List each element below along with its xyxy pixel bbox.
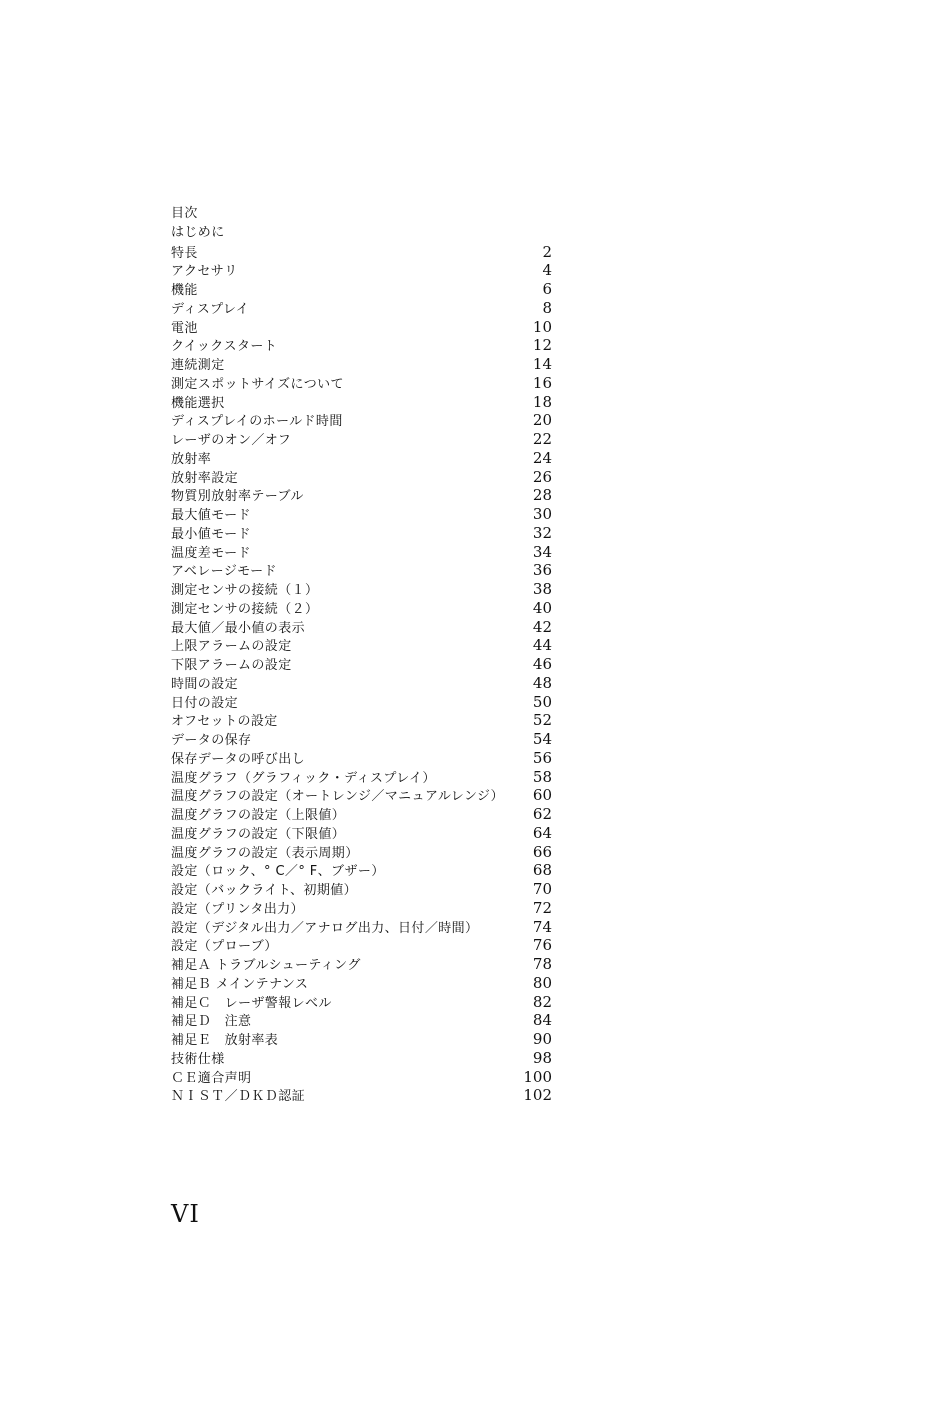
toc-entry: [171, 786, 552, 805]
toc-entry-page: 84: [532, 1011, 552, 1030]
toc-entry-title: 設定（デジタル出力／アナログ出力、日付／時間）: [171, 920, 479, 936]
toc-entry-title: 温度グラフの設定（上限値）: [171, 808, 346, 823]
toc-entry-page: 22: [532, 430, 552, 448]
toc-entry: [171, 674, 552, 693]
toc-entry: [171, 280, 552, 299]
toc-entry-page: 4: [542, 261, 552, 280]
toc-entry-page: 14: [532, 355, 552, 373]
toc-entry-page: 6: [542, 280, 552, 298]
toc-entry-page: 64: [532, 823, 552, 842]
toc-entry: [171, 861, 552, 880]
toc-entry-page: 50: [532, 692, 552, 711]
toc-heading: 目次: [171, 206, 198, 221]
toc-entry-page: 18: [532, 392, 552, 411]
toc-entry-title: 日付の設定: [171, 695, 239, 711]
toc-entry-title: 時間の設定: [171, 676, 239, 692]
toc-entry: [171, 993, 552, 1012]
toc-entry-page: 34: [532, 542, 552, 561]
toc-entry-title: レーザのオン／オフ: [171, 433, 292, 448]
toc-entry: [171, 730, 552, 749]
toc-entry: [171, 955, 552, 974]
toc-entry-title: 上限アラームの設定: [171, 639, 292, 655]
toc-entry: [171, 936, 552, 955]
toc-entry: [171, 243, 552, 262]
toc-entry-page: 16: [532, 373, 552, 392]
toc-entry-title: 電池: [171, 320, 198, 336]
toc-entry-title: 放射率: [171, 451, 212, 467]
toc-entry: [171, 843, 552, 862]
toc-entry: [171, 880, 552, 899]
toc-entry: [171, 411, 552, 430]
toc-entry-title: 補足Ｅ 放射率表: [171, 1033, 279, 1048]
toc-entry: [171, 1068, 552, 1087]
toc-entry-page: 8: [542, 298, 552, 317]
toc-entry: [171, 318, 552, 337]
toc-entry-title: 温度グラフ（グラフィック・ディスプレイ）: [171, 770, 436, 786]
toc-entry-page: 60: [532, 786, 552, 805]
toc-entry-page: 52: [532, 711, 552, 730]
toc-entry-page: 38: [532, 580, 552, 598]
toc-entry: [171, 711, 552, 730]
toc-entry-page: 74: [532, 917, 552, 936]
toc-entry-title: アクセサリ: [171, 264, 238, 280]
toc-entry-title: 機能: [171, 283, 198, 298]
toc-entry-title: 最大値モード: [171, 508, 251, 523]
toc-entry-page: 28: [532, 486, 552, 505]
toc-entry-page: 76: [532, 936, 552, 955]
toc-entry-title: ディスプレイのホールド時間: [171, 414, 343, 430]
toc-entry-title: 物質別放射率テーブル: [171, 489, 304, 505]
toc-entry: [171, 1030, 552, 1049]
toc-entry: [171, 524, 552, 543]
toc-entry: [171, 824, 552, 843]
toc-entry-title: 保存データの呼び出し: [171, 751, 306, 767]
toc-entry: [171, 355, 552, 374]
toc-entry-page: 40: [532, 598, 552, 617]
toc-entry: [171, 336, 552, 355]
toc-entry-page: 20: [532, 411, 552, 430]
toc-entry: [171, 1086, 552, 1105]
toc-entry: [171, 486, 552, 505]
toc-entry-page: 10: [532, 317, 552, 336]
toc-entry: [171, 468, 552, 487]
toc-entry-title: 補足Ｄ 注意: [171, 1014, 252, 1030]
toc-entry-title: 最大値／最小値の表示: [171, 620, 306, 636]
table-of-contents: [171, 205, 552, 1105]
toc-entry-page: 100: [523, 1067, 552, 1086]
toc-entry-title: 補足Ａ トラブルシューティング: [171, 958, 361, 973]
toc-entry: [171, 505, 552, 524]
toc-entry-title: 温度グラフの設定（オートレンジ／マニュアルレンジ）: [171, 789, 504, 805]
toc-entry-page: 70: [532, 880, 552, 898]
toc-entry-page: 54: [532, 730, 552, 748]
toc-entry-title: 機能選択: [171, 395, 225, 411]
toc-entry-page: 46: [532, 655, 552, 673]
toc-entry: [171, 899, 552, 918]
toc-entry-page: 12: [532, 336, 552, 355]
toc-entry-title: はじめに: [171, 224, 225, 240]
page-number: VI: [171, 1200, 200, 1228]
toc-entry-page: 98: [532, 1048, 552, 1067]
toc-entry-title: 設定（プリンタ出力）: [171, 901, 304, 917]
toc-entry-title: ディスプレイ: [171, 301, 250, 317]
toc-entry-page: 78: [532, 955, 552, 973]
toc-entry-title: オフセットの設定: [171, 714, 278, 730]
toc-entry-title: データの保存: [171, 733, 252, 748]
toc-entries: [171, 224, 552, 1105]
toc-entry-page: 32: [532, 523, 552, 542]
toc-entry-page: 30: [532, 505, 552, 523]
toc-entry: [171, 636, 552, 655]
toc-entry-page: 48: [532, 673, 552, 692]
toc-entry-title: 設定（プローブ）: [171, 939, 278, 955]
toc-entry: [171, 580, 552, 599]
toc-entry: [171, 749, 552, 768]
toc-entry-title: クイックスタート: [171, 339, 278, 355]
toc-entry: [171, 655, 552, 674]
toc-entry-title: 連続測定: [171, 358, 225, 373]
toc-entry-title: 技術仕様: [171, 1051, 225, 1067]
toc-entry: [171, 299, 552, 318]
toc-entry-title: 測定センサの接続（２）: [171, 601, 319, 617]
toc-entry-page: 102: [523, 1086, 552, 1105]
toc-entry-page: 72: [532, 898, 552, 917]
toc-entry-page: 56: [532, 748, 552, 767]
toc-entry-title: 温度差モード: [171, 545, 251, 561]
toc-entry-title: 最小値モード: [171, 526, 251, 542]
toc-entry-page: 68: [532, 861, 552, 880]
toc-entry-page: 90: [532, 1030, 552, 1048]
toc-entry-page: 24: [532, 448, 552, 467]
toc-entry-title: 下限アラームの設定: [171, 658, 292, 673]
toc-entry: [171, 693, 552, 712]
toc-entry: [171, 543, 552, 562]
toc-entry-title: 特長: [171, 245, 198, 261]
toc-entry-page: 66: [532, 842, 552, 861]
toc-entry: [171, 561, 552, 580]
toc-entry-page: 58: [532, 767, 552, 786]
toc-entry: [171, 224, 552, 243]
toc-entry-title: 補足Ｂ メインテナンス: [171, 976, 309, 992]
toc-entry-page: 82: [532, 992, 552, 1011]
toc-entry: [171, 1049, 552, 1068]
toc-entry-title: 放射率設定: [171, 470, 239, 486]
toc-entry: [171, 449, 552, 468]
toc-entry-page: 62: [532, 805, 552, 823]
toc-entry-title: アベレージモード: [171, 564, 277, 580]
toc-entry-title: 設定（バックライト、初期値）: [171, 883, 358, 898]
toc-entry-page: 44: [532, 636, 552, 655]
toc-entry-title: ＮＩＳＴ／ＤＫＤ認証: [171, 1089, 306, 1105]
toc-entry: [171, 430, 552, 449]
toc-entry: [171, 393, 552, 412]
toc-entry: [171, 768, 552, 787]
toc-entry: [171, 618, 552, 637]
toc-entry-page: 80: [532, 973, 552, 992]
toc-entry-title: 設定（ロック、° C／° F、ブザー）: [171, 864, 385, 880]
toc-entry-title: 補足Ｃ レーザ警報レベル: [171, 995, 332, 1011]
toc-entry: [171, 805, 552, 824]
toc-entry-page: 36: [532, 561, 552, 580]
toc-entry: [171, 374, 552, 393]
toc-entry-title: ＣＥ適合声明: [171, 1070, 252, 1086]
toc-entry-title: 測定スポットサイズについて: [171, 376, 344, 392]
toc-entry: [171, 1011, 552, 1030]
toc-entry: [171, 918, 552, 937]
toc-entry: [171, 599, 552, 618]
toc-entry-page: 26: [532, 467, 552, 486]
toc-entry: [171, 261, 552, 280]
toc-entry: [171, 974, 552, 993]
toc-entry-title: 測定センサの接続（１）: [171, 583, 319, 598]
toc-entry-page: 2: [542, 242, 552, 261]
toc-entry-title: 温度グラフの設定（表示周期）: [171, 845, 359, 861]
toc-entry-title: 温度グラフの設定（下限値）: [171, 826, 346, 842]
toc-entry-page: 42: [532, 617, 552, 636]
